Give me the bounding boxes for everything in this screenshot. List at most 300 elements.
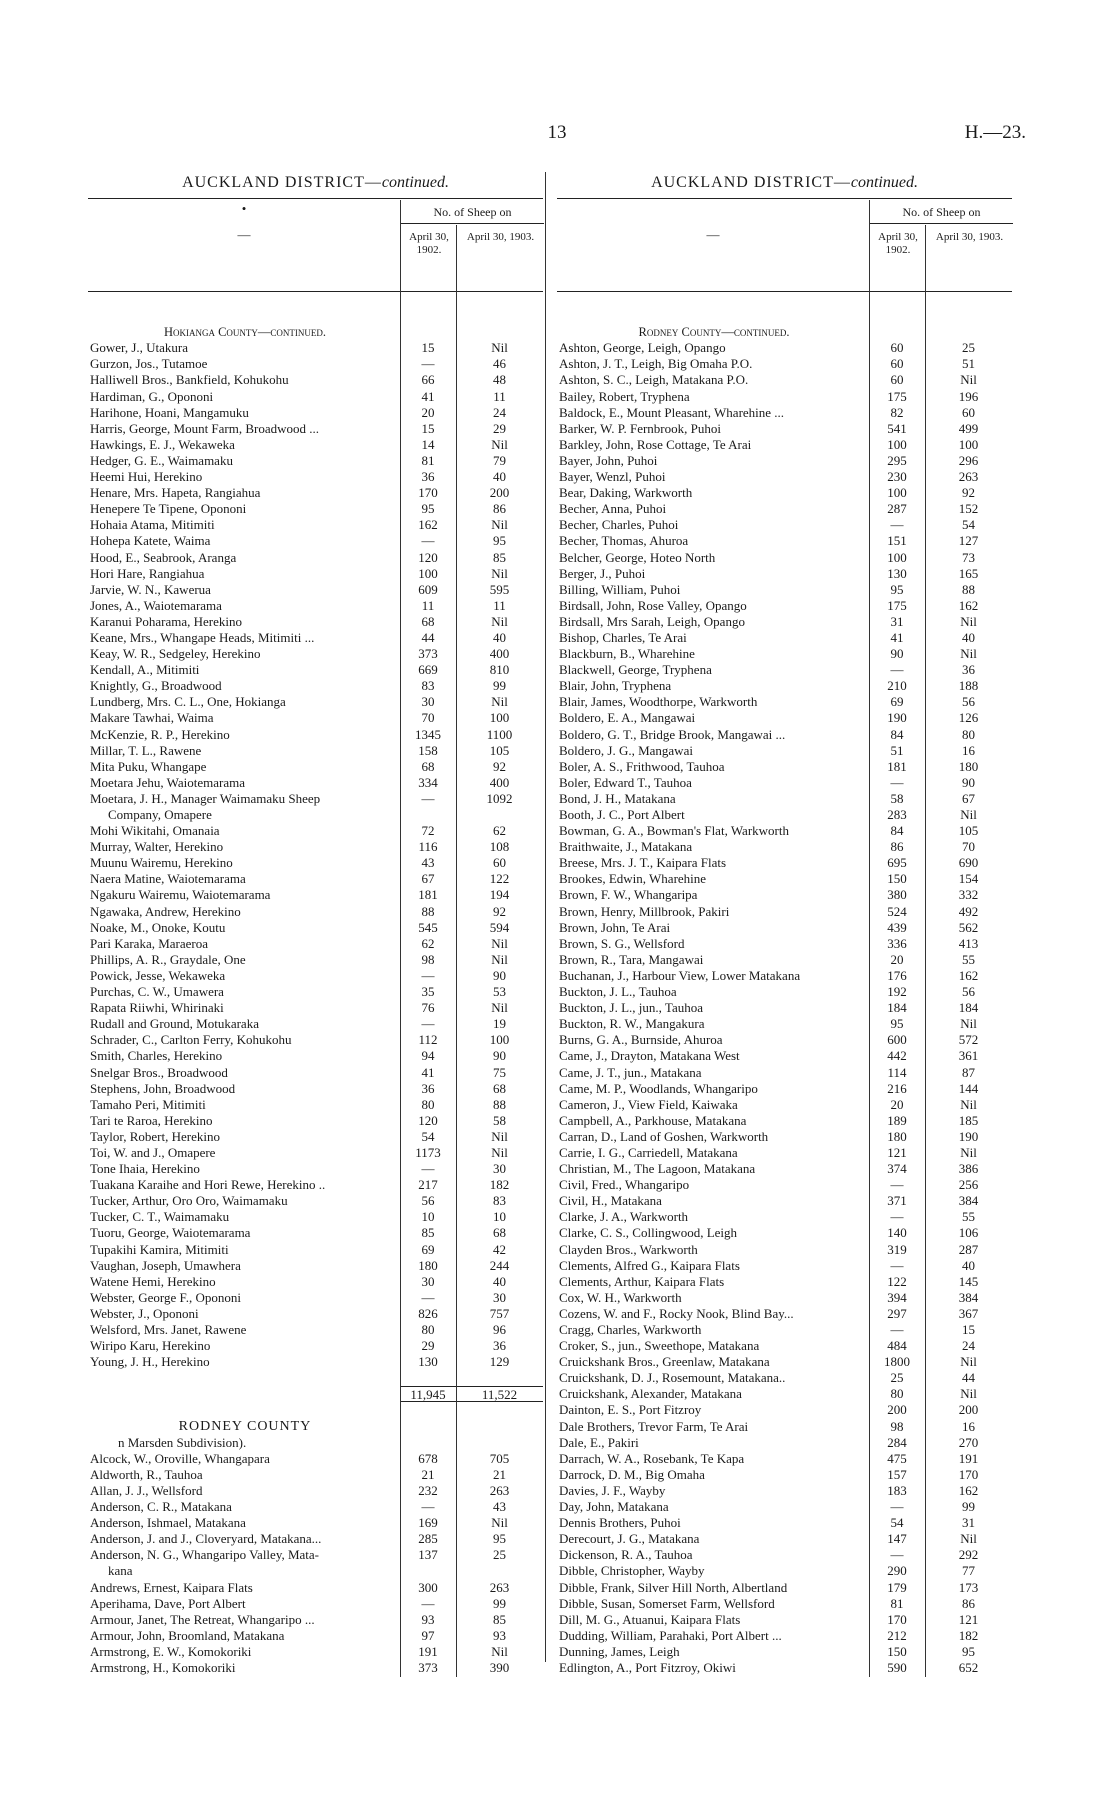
table-row: [557, 582, 1012, 598]
table-row: [557, 1660, 1012, 1676]
sheep-1902: 100: [887, 549, 907, 565]
sheep-1902: 95: [890, 581, 904, 597]
table-row: [557, 743, 1012, 759]
entry-name: Bishop, Charles, Te Arai: [559, 629, 687, 645]
sheep-1902: 20: [890, 1096, 904, 1112]
entry-name: Tamaho Peri, Mitimiti: [90, 1096, 206, 1112]
entry-name: Civil, Fred., Whangaripo: [559, 1177, 690, 1193]
table-row: [88, 1435, 543, 1451]
table-row: [88, 501, 543, 517]
sheep-1902: [400, 1435, 456, 1451]
sheep-1903: 54: [962, 517, 975, 533]
sheep-1902: 60: [890, 372, 904, 388]
sheep-1903: Nil: [960, 1144, 977, 1160]
sheep-1902: [400, 1563, 456, 1579]
sheep-1903: 70: [962, 839, 975, 855]
sheep-1903: 42: [493, 1241, 506, 1257]
sheep-1903: Nil: [960, 1386, 977, 1402]
sheep-1903: 60: [962, 404, 975, 420]
left-title-main: AUCKLAND DISTRICT—: [182, 174, 382, 191]
sheep-1902: 373: [418, 646, 438, 662]
entry-name: Rodney County—continued.: [638, 325, 790, 340]
sheep-1902: 475: [887, 1450, 907, 1466]
sheep-1902: 36: [421, 469, 435, 485]
table-row: [88, 1258, 543, 1274]
sheep-1902: —: [421, 1289, 435, 1305]
sheep-1903: [456, 1419, 543, 1435]
right-table-body: [557, 292, 1012, 1676]
table-row: [88, 405, 543, 421]
spacer-row: [88, 292, 543, 308]
entry-name: Tari te Raroa, Herekino: [90, 1112, 213, 1128]
table-row: [557, 855, 1012, 871]
table-row: [557, 389, 1012, 405]
entry-name: Clarke, J. A., Warkworth: [559, 1209, 689, 1225]
table-row: [88, 727, 543, 743]
table-row: [88, 1065, 543, 1081]
table-row: [557, 501, 1012, 517]
sheep-1902: 669: [418, 662, 438, 678]
table-row: [557, 1048, 1012, 1064]
sheep-1903: 188: [958, 678, 979, 694]
sheep-1903: 88: [962, 581, 975, 597]
sheep-1903: 53: [493, 984, 506, 1000]
entry-name: Hood, E., Seabrook, Aranga: [90, 549, 237, 565]
left-header-group: No. of Sheep on: [400, 201, 544, 224]
sheep-1902: 1345: [415, 726, 441, 742]
page-number: 13: [547, 122, 567, 143]
entry-name: Karanui Poharama, Herekino: [90, 613, 242, 629]
sheep-1903: 100: [489, 1032, 510, 1048]
sheep-1903: 16: [962, 742, 975, 758]
table-row: [557, 1451, 1012, 1467]
entry-name: Ngakuru Wairemu, Waiotemarama: [90, 887, 271, 903]
sheep-1903: 11: [493, 388, 506, 404]
entry-name: Kendall, A., Mitimiti: [90, 662, 200, 678]
spacer-row: [88, 308, 543, 324]
sheep-1903: 196: [958, 388, 979, 404]
sheep-1903: 77: [962, 1563, 975, 1579]
table-row: [88, 1596, 543, 1612]
sheep-1902: 58: [890, 790, 904, 806]
entry-name: Berger, J., Puhoi: [559, 565, 646, 581]
sheep-1902: 334: [418, 774, 438, 790]
sheep-1902: 394: [887, 1289, 907, 1305]
table-row: [88, 1193, 543, 1209]
table-row: [88, 1483, 543, 1499]
sheep-1903: 92: [493, 758, 506, 774]
right-column: [557, 172, 1012, 1676]
sheep-1903: 30: [493, 1161, 506, 1177]
entry-name: Aldworth, R., Tauhoa: [90, 1466, 203, 1482]
sheep-1902: 175: [887, 597, 907, 613]
sheep-1903: 105: [489, 742, 510, 758]
sheep-1902: 95: [890, 1016, 904, 1032]
sheep-1902: 319: [887, 1241, 907, 1257]
entry-name: [88, 1386, 400, 1402]
sheep-1902: 179: [887, 1579, 907, 1595]
sheep-1903: 95: [493, 533, 506, 549]
sheep-1902: 184: [887, 1000, 907, 1016]
sheep-1902: 287: [887, 501, 907, 517]
sheep-1902: 41: [421, 388, 435, 404]
entry-name: Pari Karaka, Maraeroa: [90, 935, 209, 951]
sheep-1903: 55: [962, 951, 975, 967]
sheep-1902: 69: [421, 1241, 435, 1257]
sheep-1902: [400, 1419, 456, 1435]
table-row: [88, 517, 543, 533]
table-row: [557, 1225, 1012, 1241]
entry-name: Brown, John, Te Arai: [559, 919, 671, 935]
entry-name: Watene Hemi, Herekino: [90, 1273, 216, 1289]
table-row: [557, 1274, 1012, 1290]
table-row: [557, 453, 1012, 469]
table-row: [557, 1161, 1012, 1177]
entry-name: Breese, Mrs. J. T., Kaipara Flats: [559, 855, 727, 871]
sheep-1903: 256: [958, 1177, 979, 1193]
sheep-1902: 29: [421, 1338, 435, 1354]
entry-name: Smith, Charles, Herekino: [90, 1048, 223, 1064]
sheep-1903: 122: [489, 871, 510, 887]
sheep-1902: [869, 324, 925, 340]
entry-name: Hardiman, G., Opononi: [90, 388, 214, 404]
entry-name: Tone Ihaia, Herekino: [90, 1161, 200, 1177]
table-row: [557, 469, 1012, 485]
sheep-1903: [456, 807, 543, 823]
sheep-1903: 200: [958, 1402, 979, 1418]
sheep-1902: 95: [421, 501, 435, 517]
sheep-1903: Nil: [960, 807, 977, 822]
entry-name: Birdsall, John, Rose Valley, Opango: [559, 597, 747, 613]
table-row: [557, 1258, 1012, 1274]
sheep-1903: 263: [958, 469, 979, 485]
table-row: [557, 1612, 1012, 1628]
table-row: [557, 1129, 1012, 1145]
sheep-1903: 55: [962, 1209, 975, 1225]
sheep-1903: 162: [958, 967, 979, 983]
entry-name: Mita Puku, Whangape: [90, 758, 207, 774]
sheep-1903: 292: [958, 1547, 979, 1563]
sheep-1902: 176: [887, 967, 907, 983]
sheep-1902: 380: [887, 887, 907, 903]
sheep-1902: 60: [890, 340, 904, 356]
table-row: [557, 662, 1012, 678]
table-row: [557, 1209, 1012, 1225]
sheep-1902: 695: [887, 855, 907, 871]
table-row: [88, 1338, 543, 1354]
entry-name: Wiripo Karu, Herekino: [90, 1338, 211, 1354]
table-row: [557, 1145, 1012, 1161]
sheep-1902: 100: [887, 485, 907, 501]
table-row: [88, 1048, 543, 1064]
entry-name: Purchas, C. W., Umawera: [90, 984, 224, 1000]
sheep-1903: Nil: [491, 1128, 508, 1144]
sheep-1902: 180: [418, 1257, 438, 1273]
spacer-row: [88, 1402, 543, 1418]
entry-name: Buckton, J. L., Tauhoa: [559, 984, 677, 1000]
table-row: [557, 1354, 1012, 1370]
sheep-1903: 99: [493, 1595, 506, 1611]
sheep-1902: 116: [418, 839, 438, 855]
table-row: [557, 1483, 1012, 1499]
right-header-col1: April 30, 1902.: [869, 225, 926, 271]
sheep-1902: 484: [887, 1338, 907, 1354]
table-row: [557, 1290, 1012, 1306]
entry-name: Naera Matine, Waiotemarama: [90, 871, 246, 887]
table-row: [88, 807, 543, 823]
table-row: [557, 1515, 1012, 1531]
sheep-1902: 140: [887, 1225, 907, 1241]
sheep-1902: 170: [418, 485, 438, 501]
sheep-1902: 609: [418, 581, 438, 597]
table-row: [88, 839, 543, 855]
table-row: [88, 469, 543, 485]
entry-name: Tupakihi Kamira, Mitimiti: [90, 1241, 229, 1257]
sheep-1903: 40: [962, 1257, 975, 1273]
sheep-1903: 16: [962, 1418, 975, 1434]
sheep-1903: 68: [493, 1080, 506, 1096]
sheep-1903: Nil: [960, 646, 977, 662]
entry-name: Mohi Wikitahi, Omanaia: [90, 823, 220, 839]
column-rule: [925, 226, 926, 1677]
table-row: [88, 1097, 543, 1113]
entry-name: Tucker, Arthur, Oro Oro, Waimamaku: [90, 1193, 288, 1209]
sheep-1902: 98: [890, 1418, 904, 1434]
sheep-1902: 84: [890, 726, 904, 742]
table-row: [557, 421, 1012, 437]
table-row: [557, 1547, 1012, 1563]
sheep-1903: 67: [962, 790, 975, 806]
table-row: [88, 598, 543, 614]
entry-name: Dibble, Frank, Silver Hill North, Albertland: [559, 1579, 788, 1595]
entry-name: Tuakana Karaihe and Hori Rewe, Herekino ..: [90, 1177, 326, 1193]
entry-name: kana: [108, 1563, 133, 1579]
sheep-1902: 80: [421, 1096, 435, 1112]
sheep-1903: 572: [958, 1032, 979, 1048]
table-row: [557, 1386, 1012, 1402]
sheep-1902: —: [890, 1257, 904, 1273]
sheep-1902: 69: [890, 694, 904, 710]
table-row: [557, 550, 1012, 566]
sheep-1902: 151: [887, 533, 907, 549]
table-row: [557, 1306, 1012, 1322]
entry-name: Becher, Thomas, Ahuroa: [559, 533, 689, 549]
sheep-1903: 145: [958, 1273, 979, 1289]
entry-name: Dickenson, R. A., Tauhoa: [559, 1547, 693, 1563]
entry-name: Billing, William, Puhoi: [559, 581, 681, 597]
sheep-1903: 413: [958, 935, 979, 951]
sheep-1903: Nil: [491, 565, 508, 581]
entry-name: Civil, H., Matakana: [559, 1193, 662, 1209]
sheep-1903: 36: [493, 1338, 506, 1354]
table-row: [557, 920, 1012, 936]
table-row: [557, 630, 1012, 646]
entry-name: Brown, S. G., Wellsford: [559, 935, 685, 951]
sheep-1902: 30: [421, 694, 435, 710]
sheep-1902: 56: [421, 1193, 435, 1209]
column-divider: [545, 172, 546, 1662]
table-row: [88, 582, 543, 598]
sheep-1903: Nil: [960, 613, 977, 629]
sheep-1903: Nil: [491, 935, 508, 951]
sheep-1903: 191: [958, 1450, 979, 1466]
sheep-1902: —: [421, 1499, 435, 1515]
table-row: [88, 340, 543, 356]
entry-name: Tuoru, George, Waiotemarama: [90, 1225, 251, 1241]
sheep-1902: —: [890, 1547, 904, 1563]
sheep-1903: 1100: [486, 726, 513, 742]
table-row: [88, 1016, 543, 1032]
right-table-header: [557, 198, 1012, 292]
sheep-1903: 182: [958, 1627, 979, 1643]
entry-name: Cruickshank, D. J., Rosemount, Matakana..: [559, 1370, 786, 1386]
table-row: [88, 1467, 543, 1483]
sheep-1902: 10: [421, 1209, 435, 1225]
table-row: [557, 517, 1012, 533]
table-row: [557, 1628, 1012, 1644]
table-row: [557, 1563, 1012, 1579]
left-header-marker: •: [241, 201, 247, 216]
sheep-1902: 54: [421, 1128, 435, 1144]
entry-name: Gurzon, Jos., Tutamoe: [90, 356, 208, 372]
left-column-title: [88, 172, 543, 194]
sheep-1903: 165: [958, 565, 979, 581]
entry-name: Harihone, Hoani, Mangamuku: [90, 404, 249, 420]
entry-name: Burns, G. A., Burnside, Ahuroa: [559, 1032, 723, 1048]
sheep-1903: 287: [958, 1241, 979, 1257]
sheep-1903: 56: [962, 984, 975, 1000]
table-row: [88, 1354, 543, 1370]
table-row: [557, 1531, 1012, 1547]
left-table-header: [88, 198, 543, 292]
table-row: [88, 356, 543, 372]
sheep-1902: 230: [887, 469, 907, 485]
sheep-1902: 150: [887, 1643, 907, 1659]
entry-name: Knightly, G., Broadwood: [90, 678, 222, 694]
sheep-1903: 105: [958, 823, 979, 839]
sheep-1902: 190: [887, 710, 907, 726]
right-header-col2: April 30, 1903.: [925, 225, 1013, 271]
sheep-1903: 144: [958, 1080, 979, 1096]
table-row: [88, 1451, 543, 1467]
sheep-1903: 106: [958, 1225, 979, 1241]
sheep-1903: 90: [493, 967, 506, 983]
table-row: [557, 775, 1012, 791]
table-row: [557, 1596, 1012, 1612]
entry-name: Barkley, John, Rose Cottage, Te Arai: [559, 436, 752, 452]
table-row: [88, 566, 543, 582]
table-row: [88, 662, 543, 678]
sheep-1902: 295: [887, 452, 907, 468]
entry-name: Blackburn, B., Wharehine: [559, 646, 695, 662]
sheep-1902: 70: [421, 710, 435, 726]
sheep-1903: 200: [489, 485, 510, 501]
sheep-1902: 35: [421, 984, 435, 1000]
entry-name: Boldero, G. T., Bridge Brook, Mangawai ...: [559, 726, 786, 742]
document-code: H.—23.: [964, 122, 1026, 143]
sheep-1902: 88: [421, 903, 435, 919]
sheep-1902: —: [421, 356, 435, 372]
entry-name: Birdsall, Mrs Sarah, Leigh, Opango: [559, 613, 745, 629]
entry-name: Webster, J., Opononi: [90, 1305, 199, 1321]
table-row: [88, 1322, 543, 1338]
entry-name: Edlington, A., Port Fitzroy, Okiwi: [559, 1659, 736, 1675]
sheep-1902: 191: [418, 1643, 438, 1659]
left-header-col2: April 30, 1903.: [456, 225, 544, 271]
table-row: [557, 1242, 1012, 1258]
table-row: [88, 453, 543, 469]
sheep-1903: 367: [958, 1305, 979, 1321]
sheep-1902: 192: [887, 984, 907, 1000]
sheep-1902: 98: [421, 951, 435, 967]
sheep-1903: 40: [493, 469, 506, 485]
table-row: [557, 936, 1012, 952]
sheep-1902: 20: [890, 951, 904, 967]
sheep-1903: 30: [493, 1289, 506, 1305]
table-row: [557, 485, 1012, 501]
entry-name: Brown, Henry, Millbrook, Pakiri: [559, 903, 730, 919]
sheep-1903: 51: [962, 356, 975, 372]
entry-name: Alcock, W., Oroville, Whangapara: [90, 1450, 270, 1466]
table-row: [557, 1081, 1012, 1097]
sheep-1902: 130: [418, 1354, 438, 1370]
table-row: [88, 646, 543, 662]
sheep-1903: 46: [493, 356, 506, 372]
sheep-1902: 81: [890, 1595, 904, 1611]
sheep-1903: 185: [958, 1112, 979, 1128]
sheep-1903: 562: [958, 919, 979, 935]
sheep-1902: 200: [887, 1402, 907, 1418]
sheep-1902: 43: [421, 855, 435, 871]
sheep-1903: 652: [958, 1659, 979, 1675]
entry-name: Aperihama, Dave, Port Albert: [90, 1595, 246, 1611]
sheep-1902: 290: [887, 1563, 907, 1579]
table-row: [88, 372, 543, 388]
entry-name: Anderson, C. R., Matakana: [90, 1499, 232, 1515]
sheep-1902: 150: [887, 871, 907, 887]
entry-name: Armstrong, E. W., Komokoriki: [90, 1643, 252, 1659]
entry-name: Moetara Jehu, Waiotemarama: [90, 774, 246, 790]
sheep-1902: 100: [418, 565, 438, 581]
sheep-1902: 169: [418, 1515, 438, 1531]
entry-name: Armour, Janet, The Retreat, Whangaripo ...: [90, 1611, 315, 1627]
sheep-1903: 92: [962, 485, 975, 501]
sheep-1902: 114: [887, 1064, 907, 1080]
sheep-1903: 384: [958, 1289, 979, 1305]
sheep-1902: 590: [887, 1659, 907, 1675]
sheep-1903: 129: [489, 1354, 510, 1370]
entry-name: Clements, Arthur, Kaipara Flats: [559, 1273, 725, 1289]
sheep-1903: 43: [493, 1499, 506, 1515]
sheep-1902: 212: [887, 1627, 907, 1643]
entry-name: Buckton, R. W., Mangakura: [559, 1016, 705, 1032]
sheep-1903: 757: [489, 1305, 510, 1321]
table-row: [88, 1274, 543, 1290]
sheep-1902: —: [421, 1161, 435, 1177]
sheep-1903: 95: [962, 1643, 975, 1659]
entry-name: Clarke, C. S., Collingwood, Leigh: [559, 1225, 738, 1241]
entry-name: Boldero, J. G., Mangawai: [559, 742, 693, 758]
sheep-1902: 60: [890, 356, 904, 372]
entry-name: Brookes, Edwin, Wharehine: [559, 871, 707, 887]
table-row: [88, 1225, 543, 1241]
entry-name: Stephens, John, Broadwood: [90, 1080, 236, 1096]
table-row: [88, 1242, 543, 1258]
sheep-1902: 76: [421, 1000, 435, 1016]
sheep-1902: 284: [887, 1434, 907, 1450]
table-row: [88, 1161, 543, 1177]
sheep-1902: 232: [418, 1482, 438, 1498]
